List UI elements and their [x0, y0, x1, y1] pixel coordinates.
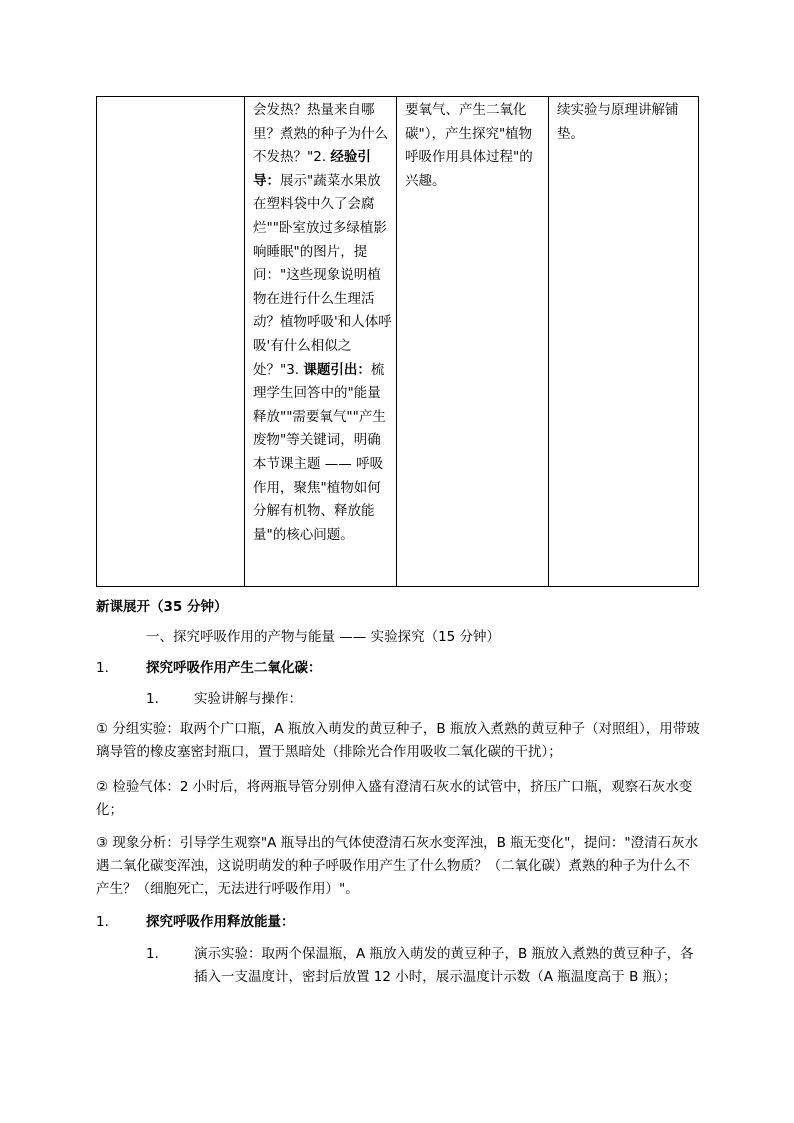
section-title: 新课展开（35 分钟） [96, 599, 228, 615]
cell-bold-experience-guide: 经验引导： [253, 149, 371, 189]
table-cell-design-intent: 续实验与原理讲解铺垫。 [549, 97, 699, 587]
table-cell-stage [97, 97, 245, 587]
lesson-plan-table [96, 96, 699, 587]
table-row [97, 97, 699, 587]
cell-text-1: 会发热？热量来自哪里？煮熟的种子为什么不发热？"2. [253, 102, 388, 166]
list-item-text: 演示实验：取两个保温瓶，A 瓶放入萌发的黄豆种子，B 瓶放入煮熟的黄豆种子，各插入一支温度计，密封后放置 12 小时，展示温度计示数（A 瓶温度高于 B 瓶）； [194, 946, 694, 985]
list-number: 1. [96, 914, 109, 930]
list-item-text: 实验讲解与操作： [194, 691, 302, 707]
subsection-title: 一、探究呼吸作用的产物与能量 —— 实验探究（15 分钟） [146, 629, 501, 645]
list-number: 1. [96, 660, 109, 676]
list-number: 1. [146, 946, 159, 962]
table-cell-student-activity: 要氧气、产生二氧化碳"），产生探究"植物呼吸作用具体过程"的兴趣。 [397, 97, 549, 587]
list-item-title: 探究呼吸作用产生二氧化碳： [146, 660, 322, 676]
cell-text-2: 展示"蔬菜水果放在塑料袋中久了会腐烂""卧室放过多绿植影响睡眠"的图片，提问："这些现象说明植物在进行什么生理活动？植物呼吸'和人体呼吸'有什么相似之处？"3. [253, 172, 392, 378]
paragraph-phenomenon-analysis: ③ 现象分析：引导学生观察"A 瓶导出的气体使澄清石灰水变浑浊，B 瓶无变化"，提问："澄清石灰水遇二氧化碳变浑浊，这说明萌发的种子呼吸作用产生了什么物质？（二氧化碳）煮熟的种子为什么不产生？（细胞死亡，无法进行呼吸作用）"。 [96, 835, 699, 897]
cell-text-3: 梳理学生回答中的"能量释放""需要氧气""产生废物"等关键词，明确本节课主题 —— 呼吸作用，聚焦"植物如何分解有机物、释放能量"的核心问题。 [253, 361, 386, 543]
cell-bold-topic-intro: 课题引出： [303, 361, 371, 378]
table-cell-teacher-activity [245, 97, 397, 587]
list-number: 1. [146, 691, 159, 707]
paragraph-group-experiment: ① 分组实验：取两个广口瓶，A 瓶放入萌发的黄豆种子，B 瓶放入煮熟的黄豆种子（对照组），用带玻璃导管的橡皮塞密封瓶口，置于黑暗处（排除光合作用吸收二氧化碳的干扰）； [96, 721, 700, 760]
paragraph-gas-test: ② 检验气体：2 小时后，将两瓶导管分别伸入盛有澄清石灰水的试管中，挤压广口瓶，观察石灰水变化； [96, 779, 693, 818]
list-item-title: 探究呼吸作用释放能量： [146, 914, 295, 930]
